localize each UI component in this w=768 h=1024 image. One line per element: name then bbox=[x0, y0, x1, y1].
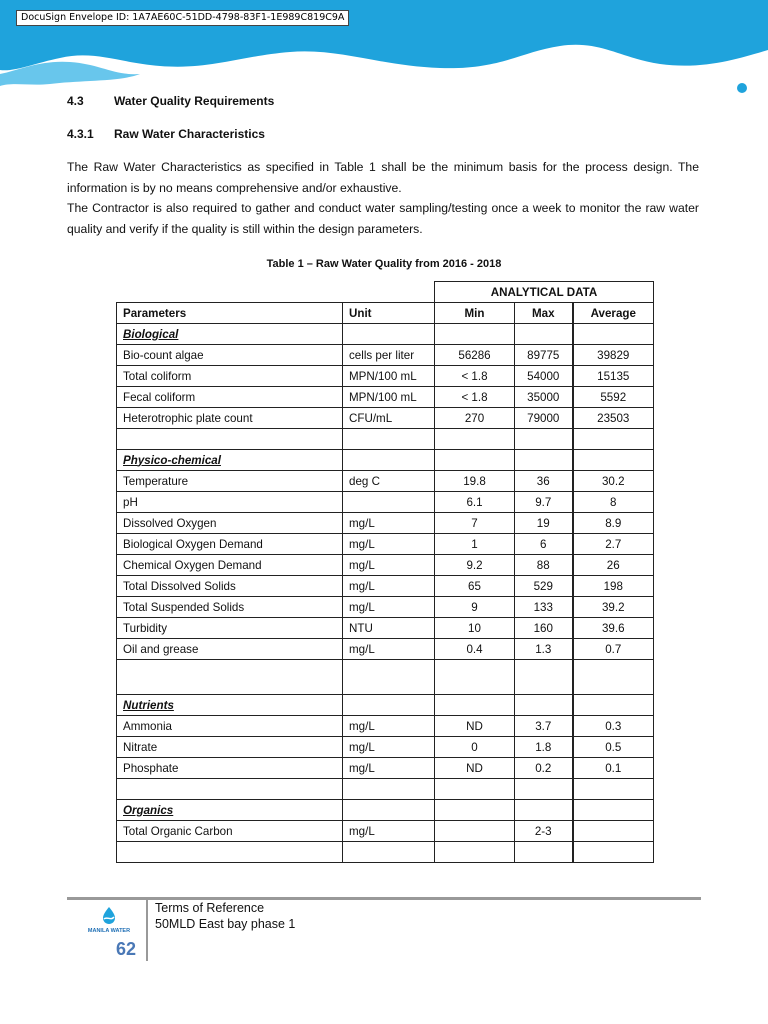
paragraph-2: The Contractor is also required to gather and conduct water sampling/testing once a week to monitor the raw water quality and verify if the quality is still within the design parameters. bbox=[67, 201, 699, 236]
table-row bbox=[117, 821, 654, 842]
table-row bbox=[117, 639, 654, 660]
cell-min: 6.1 bbox=[435, 492, 515, 513]
cell-min: 0 bbox=[435, 737, 515, 758]
section-title: Water Quality Requirements bbox=[114, 94, 275, 108]
subsection-title: Raw Water Characteristics bbox=[114, 127, 265, 141]
cell-min: 7 bbox=[435, 513, 515, 534]
docusign-envelope-id: DocuSign Envelope ID: 1A7AE60C-51DD-4798-83F1-1E989C819C9A bbox=[16, 10, 349, 26]
cell-min: 0.4 bbox=[435, 639, 515, 660]
cell-unit: mg/L bbox=[343, 597, 435, 618]
cell-max: 89775 bbox=[515, 345, 573, 366]
paragraph-1: The Raw Water Characteristics as specified in Table 1 shall be the minimum basis for the process design. The information is by no means comprehensive and/or exhaustive. bbox=[67, 160, 699, 195]
cell-avg: 0.3 bbox=[573, 716, 654, 737]
cell-max: 133 bbox=[515, 597, 573, 618]
cell-min bbox=[435, 821, 515, 842]
cell-max: 529 bbox=[515, 576, 573, 597]
cell-param: Phosphate bbox=[117, 758, 343, 779]
empty-row bbox=[117, 842, 654, 863]
cell-avg: 0.7 bbox=[573, 639, 654, 660]
cell-unit: mg/L bbox=[343, 534, 435, 555]
logo-wordmark: MANILA WATER bbox=[87, 928, 131, 934]
cell-parameters: Parameters bbox=[117, 303, 343, 324]
category-row bbox=[117, 695, 654, 716]
table-row bbox=[117, 555, 654, 576]
section-heading bbox=[67, 94, 274, 108]
cell-param: Heterotrophic plate count bbox=[117, 408, 343, 429]
cell-param: Biological Oxygen Demand bbox=[117, 534, 343, 555]
water-splash bbox=[260, 58, 340, 66]
cell-avg: 26 bbox=[573, 555, 654, 576]
cell-unit: mg/L bbox=[343, 639, 435, 660]
water-droplet bbox=[737, 83, 747, 93]
cell-unit: NTU bbox=[343, 618, 435, 639]
cell-avg: 39829 bbox=[573, 345, 654, 366]
cell-unit bbox=[343, 492, 435, 513]
cell-unit: Unit bbox=[343, 303, 435, 324]
cell-max: 2-3 bbox=[515, 821, 573, 842]
empty-row bbox=[117, 779, 654, 800]
cell-min: 9 bbox=[435, 597, 515, 618]
cell-param: Chemical Oxygen Demand bbox=[117, 555, 343, 576]
table-row bbox=[117, 408, 654, 429]
cell-max: 6 bbox=[515, 534, 573, 555]
section-number: 4.3 bbox=[67, 94, 84, 108]
table-row bbox=[117, 597, 654, 618]
cell-min: 9.2 bbox=[435, 555, 515, 576]
cell-max: 88 bbox=[515, 555, 573, 576]
footer-divider bbox=[146, 899, 148, 961]
cell-max: 36 bbox=[515, 471, 573, 492]
cell-min: ND bbox=[435, 716, 515, 737]
subsection-number: 4.3.1 bbox=[67, 127, 94, 141]
subsection-heading bbox=[67, 127, 265, 141]
cell-unit: mg/L bbox=[343, 737, 435, 758]
footer-rule bbox=[67, 897, 701, 900]
cell-max: 1.8 bbox=[515, 737, 573, 758]
cell-unit: MPN/100 mL bbox=[343, 387, 435, 408]
table-group-header-row bbox=[117, 282, 654, 303]
category-row bbox=[117, 324, 654, 345]
cell-unit: mg/L bbox=[343, 758, 435, 779]
cell-average: Average bbox=[573, 303, 654, 324]
category-physico-chemical: Physico-chemical bbox=[123, 453, 221, 467]
category-organics: Organics bbox=[123, 803, 174, 817]
cell-group_header: ANALYTICAL DATA bbox=[435, 282, 654, 303]
table-row bbox=[117, 716, 654, 737]
cell-max: 1.3 bbox=[515, 639, 573, 660]
cell-min: < 1.8 bbox=[435, 366, 515, 387]
cell-unit: CFU/mL bbox=[343, 408, 435, 429]
table-row bbox=[117, 387, 654, 408]
footer-doc-title: Terms of Reference bbox=[155, 901, 265, 915]
table-row bbox=[117, 758, 654, 779]
cell-avg: 5592 bbox=[573, 387, 654, 408]
category-row bbox=[117, 450, 654, 471]
cell-avg: 8 bbox=[573, 492, 654, 513]
table-row bbox=[117, 576, 654, 597]
table-row bbox=[117, 534, 654, 555]
table-caption: Table 1 – Raw Water Quality from 2016 - 2018 bbox=[266, 258, 502, 270]
cell-max: 0.2 bbox=[515, 758, 573, 779]
cell-unit: deg C bbox=[343, 471, 435, 492]
cell-param: Total Dissolved Solids bbox=[117, 576, 343, 597]
table-row bbox=[117, 471, 654, 492]
cell-max: Max bbox=[515, 303, 573, 324]
cell-avg: 198 bbox=[573, 576, 654, 597]
cell-param: Temperature bbox=[117, 471, 343, 492]
cell-avg: 0.1 bbox=[573, 758, 654, 779]
cell-max: 19 bbox=[515, 513, 573, 534]
cell-max: 79000 bbox=[515, 408, 573, 429]
cell-max: 54000 bbox=[515, 366, 573, 387]
cell-max: 3.7 bbox=[515, 716, 573, 737]
category-biological: Biological bbox=[123, 327, 179, 341]
cell-avg: 0.5 bbox=[573, 737, 654, 758]
cell-param: pH bbox=[117, 492, 343, 513]
cell-param: Turbidity bbox=[117, 618, 343, 639]
cell-min: < 1.8 bbox=[435, 387, 515, 408]
cell-avg: 8.9 bbox=[573, 513, 654, 534]
cell-param: Total coliform bbox=[117, 366, 343, 387]
cell-param: Total Suspended Solids bbox=[117, 597, 343, 618]
cell-param: Nitrate bbox=[117, 737, 343, 758]
footer-project-name: 50MLD East bay phase 1 bbox=[155, 917, 296, 931]
cell-param: Ammonia bbox=[117, 716, 343, 737]
cell-min: 65 bbox=[435, 576, 515, 597]
cell-param: Total Organic Carbon bbox=[117, 821, 343, 842]
cell-avg bbox=[573, 821, 654, 842]
cell-avg: 2.7 bbox=[573, 534, 654, 555]
cell-avg: 30.2 bbox=[573, 471, 654, 492]
cell-unit: MPN/100 mL bbox=[343, 366, 435, 387]
table-row bbox=[117, 737, 654, 758]
cell-param: Dissolved Oxygen bbox=[117, 513, 343, 534]
cell-avg: 39.2 bbox=[573, 597, 654, 618]
cell-min: 270 bbox=[435, 408, 515, 429]
cell-unit: mg/L bbox=[343, 513, 435, 534]
category-nutrients: Nutrients bbox=[123, 698, 174, 712]
table-row bbox=[117, 618, 654, 639]
cell-max: 160 bbox=[515, 618, 573, 639]
cell-min: Min bbox=[435, 303, 515, 324]
cell-max: 9.7 bbox=[515, 492, 573, 513]
empty-row bbox=[117, 660, 654, 695]
table-row bbox=[117, 492, 654, 513]
cell-unit: mg/L bbox=[343, 576, 435, 597]
logo-drop-icon bbox=[103, 907, 115, 924]
cell-min: 19.8 bbox=[435, 471, 515, 492]
cell-param: Oil and grease bbox=[117, 639, 343, 660]
cell-param: Bio-count algae bbox=[117, 345, 343, 366]
table-header-row bbox=[117, 303, 654, 324]
cell-avg: 23503 bbox=[573, 408, 654, 429]
table-row bbox=[117, 513, 654, 534]
empty-row bbox=[117, 429, 654, 450]
cell-min: 10 bbox=[435, 618, 515, 639]
category-row bbox=[117, 800, 654, 821]
cell-unit: mg/L bbox=[343, 716, 435, 737]
cell-min: ND bbox=[435, 758, 515, 779]
table-row bbox=[117, 345, 654, 366]
manila-water-logo bbox=[82, 905, 136, 935]
page-number: 62 bbox=[116, 939, 137, 959]
cell-max: 35000 bbox=[515, 387, 573, 408]
cell-min: 1 bbox=[435, 534, 515, 555]
table-row bbox=[117, 366, 654, 387]
cell-unit: cells per liter bbox=[343, 345, 435, 366]
cell-unit: mg/L bbox=[343, 555, 435, 576]
cell-avg: 15135 bbox=[573, 366, 654, 387]
cell-avg: 39.6 bbox=[573, 618, 654, 639]
cell-min: 56286 bbox=[435, 345, 515, 366]
cell-param: Fecal coliform bbox=[117, 387, 343, 408]
raw-water-quality-table bbox=[116, 281, 654, 863]
cell-unit: mg/L bbox=[343, 821, 435, 842]
